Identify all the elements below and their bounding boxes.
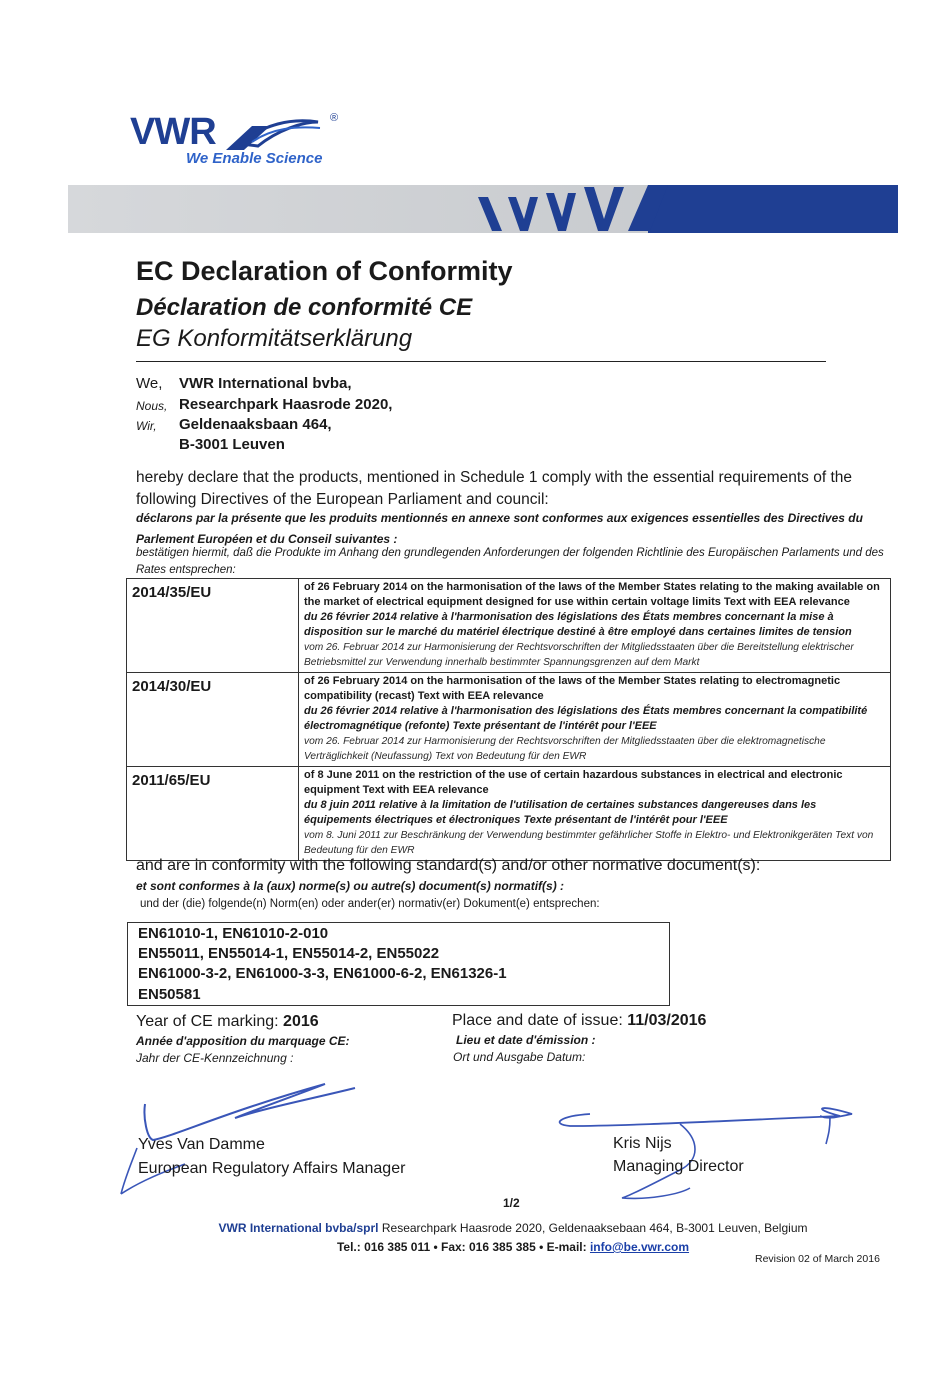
directive-text-fr: du 26 février 2014 relative à l'harmonisation des législations des États membres concernant la compatibilité électromagnétique (refonte) Texte présentant de l'intérêt pour l'EEE bbox=[304, 705, 868, 732]
directive-text-de: vom 8. Juni 2011 zur Beschränkung der Verwendung bestimmter gefährlicher Stoffe in Elektro- und Elektronikgeräten Text von Bedeutung für den EWR bbox=[304, 830, 874, 856]
signatory-1-name: Yves Van Damme bbox=[138, 1136, 265, 1153]
title-fr: Déclaration de conformité CE bbox=[136, 294, 473, 321]
directive-description bbox=[299, 579, 891, 673]
standards-intro-en: and are in conformity with the following standard(s) and/or other normative document(s): bbox=[136, 857, 761, 874]
title-de: EG Konformitätserklärung bbox=[136, 325, 413, 352]
issue-label-de: Ort und Ausgabe Datum: bbox=[453, 1050, 586, 1064]
address-line-1: Researchpark Haasrode 2020, bbox=[179, 396, 393, 413]
directive-code: 2014/35/EU bbox=[127, 579, 299, 673]
directives-table bbox=[126, 578, 891, 861]
revision-note: Revision 02 of March 2016 bbox=[755, 1253, 880, 1265]
intro-en: hereby declare that the products, mentioned in Schedule 1 comply with the essential requirements of the following Directives of the European Parliament and council: bbox=[136, 469, 852, 508]
prefix-nous: Nous, bbox=[136, 399, 168, 413]
standard-line: EN55011, EN55014-1, EN55014-2, EN55022 bbox=[138, 945, 440, 962]
ce-marking-label bbox=[136, 1013, 319, 1031]
page-number: 1/2 bbox=[503, 1196, 520, 1210]
footer-contact bbox=[0, 1240, 950, 1254]
intro-fr: déclarons par la présente que les produits mentionnés en annexe sont conformes aux exigences essentielles des Directives du Parlement Européen et du Conseil suivantes : bbox=[136, 511, 863, 546]
directive-text-de: vom 26. Februar 2014 zur Harmonisierung der Rechtsvorschriften der Mitgliedsstaaten über die elektromagnetische Verträglichkeit (Neufassung) Text von Bedeutung für den EWR bbox=[304, 736, 826, 762]
footer-address-text: Researchpark Haasrode 2020, Geldenaaksebaan 464, B-3001 Leuven, Belgium bbox=[378, 1221, 808, 1235]
signatory-2-name: Kris Nijs bbox=[613, 1135, 672, 1152]
standards-box bbox=[127, 922, 670, 1006]
directive-text-en: of 8 June 2011 on the restriction of the use of certain hazardous substances in electrical and electronic equipment Text with EEA relevance bbox=[304, 769, 843, 796]
directive-text-fr: du 8 juin 2011 relative à la limitation de l'utilisation de certaines substances dangereuses dans les équipements électriques et électroniques Texte présentant de l'intérêt pour l'EEE bbox=[304, 799, 817, 826]
logo-tagline: We Enable Science bbox=[186, 150, 323, 167]
directive-text-en: of 26 February 2014 on the harmonisation of the laws of the Member States relating to electromagnetic compatibility (recast) Text with EEA relevance bbox=[304, 675, 841, 702]
title-en: EC Declaration of Conformity bbox=[136, 256, 513, 286]
footer-contact-text: Tel.: 016 385 011 • Fax: 016 385 385 • E-mail: bbox=[336, 1240, 590, 1254]
directive-text-de: vom 26. Februar 2014 zur Harmonisierung der Rechtsvorschriften der Mitgliedsstaaten über die Bereitstellung elektrischer Betriebsmittel zur Verwendung innerhalb bestimmter Spannungsgrenzen auf dem Markt bbox=[304, 642, 854, 668]
footer-company: VWR International bvba/sprl bbox=[218, 1221, 379, 1235]
title-divider bbox=[136, 361, 826, 362]
standard-line: EN61010-1, EN61010-2-010 bbox=[138, 925, 329, 942]
signatory-2-title: Managing Director bbox=[613, 1158, 744, 1175]
address-line-3: B-3001 Leuven bbox=[179, 436, 285, 453]
directive-description bbox=[299, 767, 891, 861]
standards-intro-de: und der (die) folgende(n) Norm(en) oder ander(er) normativ(er) Dokument(e) entsprechen: bbox=[140, 898, 600, 910]
header-banner bbox=[68, 183, 898, 235]
footer-email-link[interactable]: info@be.vwr.com bbox=[589, 1240, 690, 1254]
ce-marking-label-de: Jahr der CE-Kennzeichnung : bbox=[136, 1051, 294, 1065]
directive-code: 2011/65/EU bbox=[127, 767, 299, 861]
directive-row bbox=[127, 673, 891, 767]
prefix-wir: Wir, bbox=[136, 419, 157, 433]
issue-label-en: Place and date of issue: bbox=[452, 1012, 623, 1029]
address-line-2: Geldenaaksbaan 464, bbox=[179, 416, 332, 433]
company-name: VWR International bvba, bbox=[179, 375, 352, 392]
footer-address bbox=[0, 1221, 950, 1235]
signature-nijs bbox=[540, 1100, 870, 1205]
directive-text-en: of 26 February 2014 on the harmonisation of the laws of the Member States relating to the making available on the market of electrical equipment designed for use within certain voltage limits Text with EEA relevance bbox=[304, 581, 880, 608]
standard-line: EN61000-3-2, EN61000-3-3, EN61000-6-2, EN61326-1 bbox=[138, 965, 507, 982]
prefix-we: We, bbox=[136, 375, 163, 392]
standard-line: EN50581 bbox=[138, 986, 201, 1003]
ce-marking-year: 2016 bbox=[283, 1013, 319, 1030]
issue-label bbox=[452, 1012, 706, 1030]
signatory-1-title: European Regulatory Affairs Manager bbox=[138, 1160, 406, 1177]
directive-row bbox=[127, 579, 891, 673]
registered-mark: ® bbox=[330, 112, 339, 124]
standards-intro-fr: et sont conformes à la (aux) norme(s) ou autre(s) document(s) normatif(s) : bbox=[136, 879, 565, 893]
ce-marking-label-en: Year of CE marking: bbox=[136, 1013, 279, 1030]
directive-code: 2014/30/EU bbox=[127, 673, 299, 767]
ce-marking-label-fr: Année d'apposition du marquage CE: bbox=[136, 1034, 350, 1048]
issue-date: 11/03/2016 bbox=[627, 1012, 707, 1029]
vwr-logo bbox=[130, 112, 360, 172]
intro-de: bestätigen hiermit, daß die Produkte im Anhang den grundlegenden Anforderungen der folgenden Richtlinie des Europäischen Parlaments und des Rates entsprechen: bbox=[136, 547, 884, 576]
logo-wordmark: VWR bbox=[130, 111, 216, 153]
issue-label-fr: Lieu et date d'émission : bbox=[456, 1033, 596, 1047]
directive-text-fr: du 26 février 2014 relative à l'harmonisation des législations des États membres concernant la mise à disposition sur le marché du matériel électrique destiné à être employé dans certaines limites de tension bbox=[304, 611, 852, 638]
directive-row bbox=[127, 767, 891, 861]
directive-description bbox=[299, 673, 891, 767]
